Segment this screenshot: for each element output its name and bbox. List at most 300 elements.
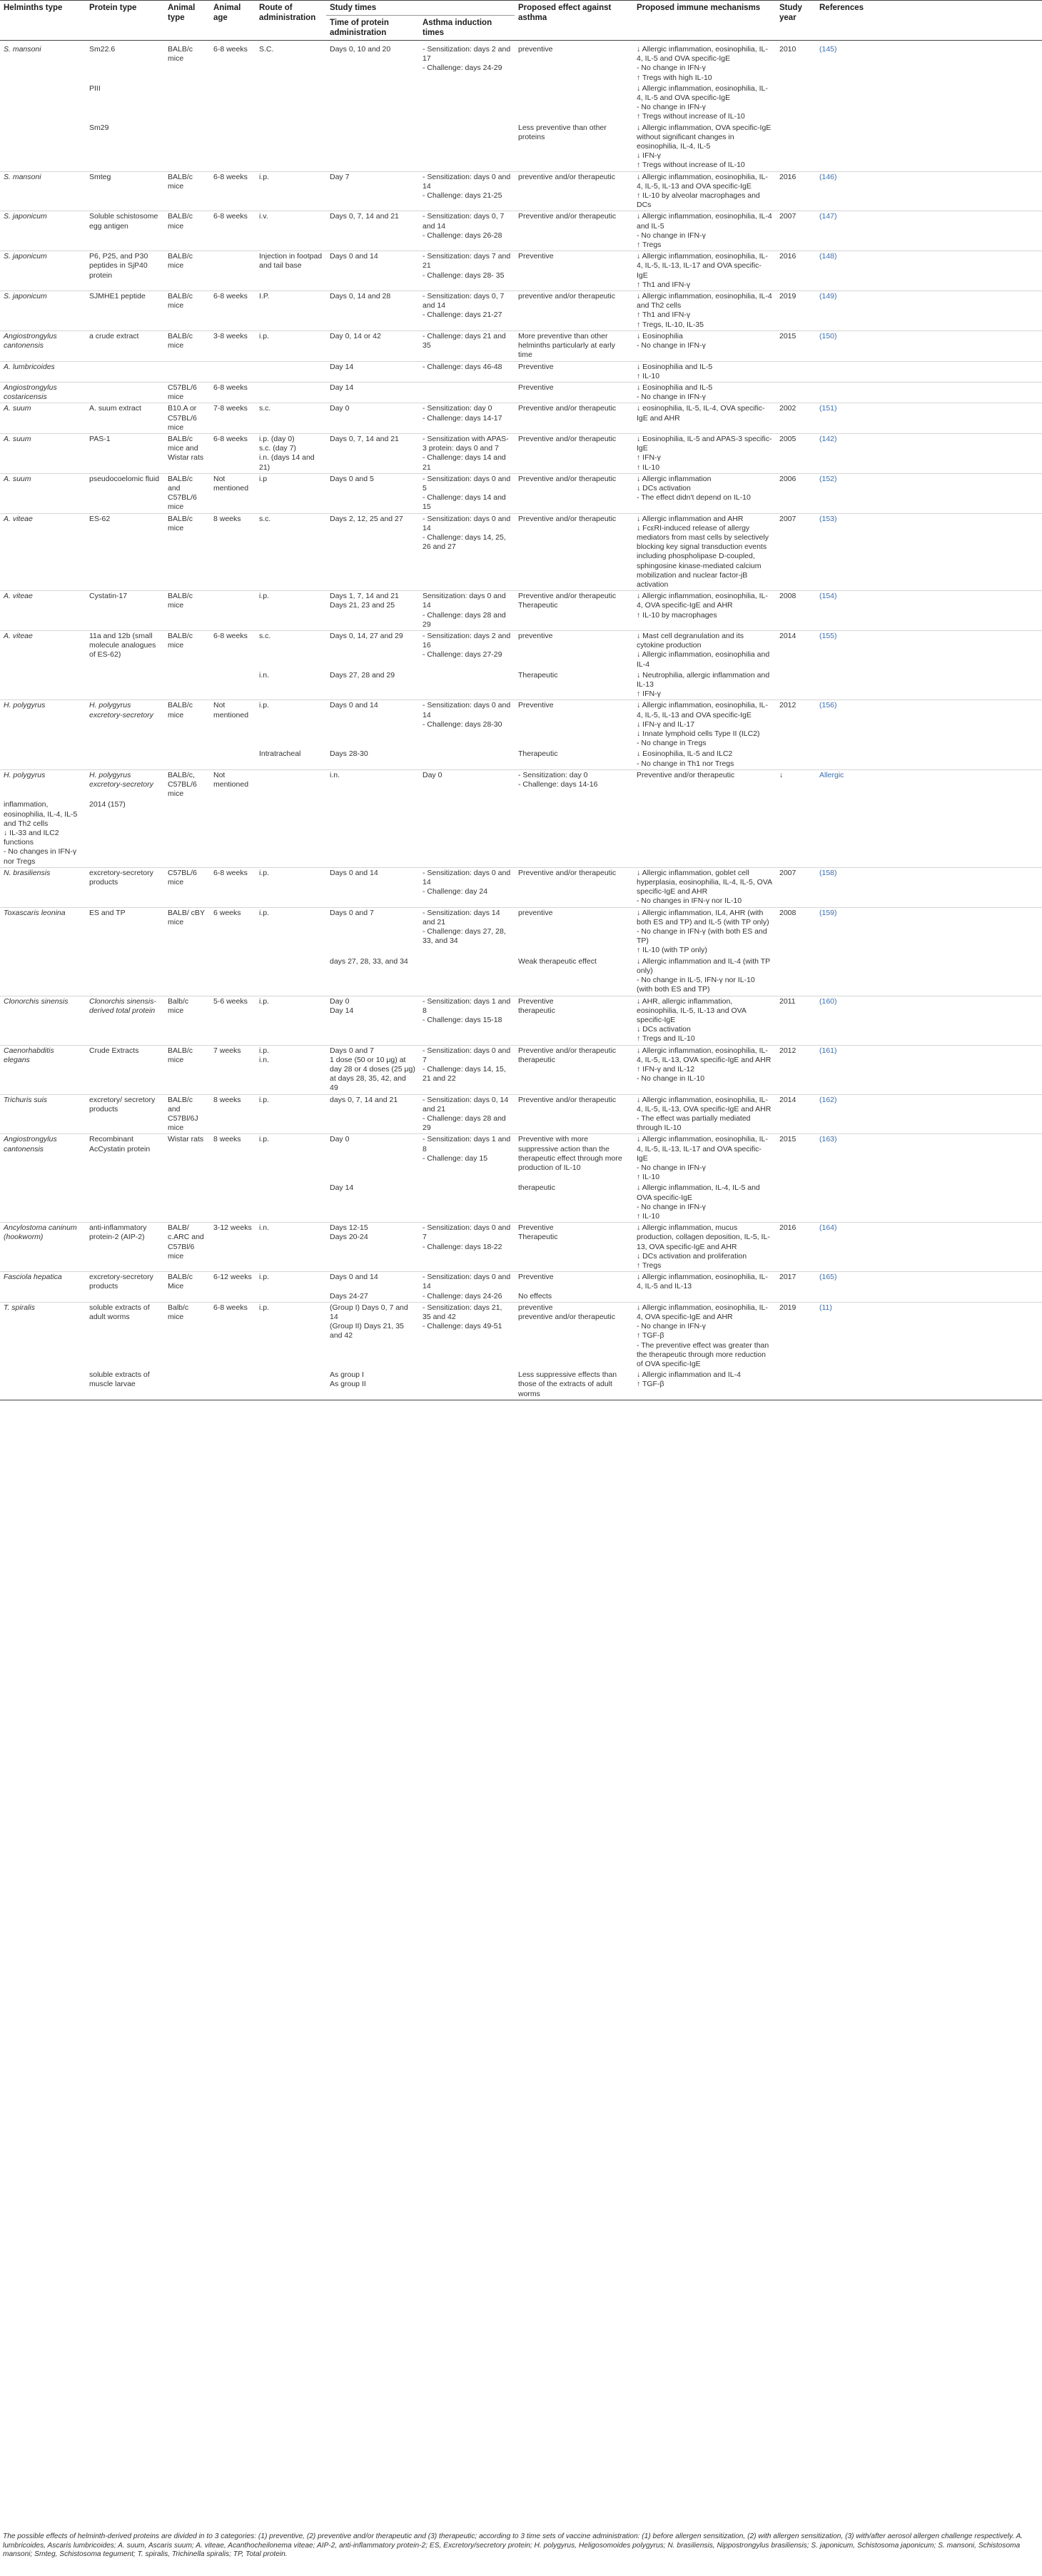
cell-line: - Sensitization: days 0 and 14: [423, 701, 511, 719]
cell-induction-time: [419, 1045, 515, 1094]
cell-line: i.p.: [259, 1046, 270, 1055]
cell-line: ↓ Allergic inflammation, eosinophilia, IL-4, IL-5, IL-13 and OVA specific-IgE: [637, 172, 768, 191]
cell-year: 2008: [776, 907, 816, 956]
cell-protein: H. polygyrus excretory-secretory: [86, 769, 164, 799]
cell-age: 6-12 weeks: [210, 1272, 256, 1303]
cell-line: preventive: [518, 1303, 553, 1312]
cell-year: 2006: [776, 473, 816, 513]
cell-line: - Challenge: day 15: [423, 1153, 488, 1163]
cell-line: - Sensitization: day 0: [423, 404, 492, 413]
cell-route: i.p.: [256, 700, 326, 749]
cell-year: [776, 670, 816, 700]
cell-mechanisms: [633, 996, 776, 1045]
cell-line: s.c. (day 7): [259, 444, 296, 453]
cell-reference: (147): [816, 211, 1042, 251]
table-row: [0, 291, 1042, 331]
cell-line: - Challenge: days 28 and 29: [423, 610, 506, 629]
cell-line: - Sensitization: days 14 and 21: [423, 908, 500, 926]
cell-helminth: [0, 84, 86, 123]
cell-helminth: [0, 749, 86, 769]
cell-line: Sensitization: days 0 and 14: [423, 592, 506, 610]
cell-line: Preventive and/or therapeutic: [518, 592, 617, 601]
cell-protein: SJMHE1 peptide: [86, 291, 164, 331]
cell-induction-time: [419, 1183, 515, 1222]
cell-induction-time: - Challenge: days 21 and 35: [419, 330, 515, 361]
cell-line: - The preventive effect was greater than the therapeutic through more reduction of OVA specific-IgE: [637, 1340, 769, 1369]
cell-line: ↓ Allergic inflammation, eosinophilia, IL-4, IL-5 and OVA specific-IgE: [637, 84, 768, 103]
cell-year: 2007: [776, 211, 816, 251]
cell-effect: Less preventive than other proteins: [518, 123, 607, 141]
cell-animal: BALB/c mice: [168, 45, 193, 64]
cell-animal: BALB/ c.ARC and C57Bl/6 mice: [164, 1223, 210, 1272]
table-row: [0, 382, 1042, 403]
cell-mechanisms: [633, 171, 776, 211]
cell-mechanisms: [633, 749, 776, 769]
cell-protein: ES-62: [86, 513, 164, 591]
cell-reference: Allergic: [816, 769, 1042, 799]
cell-line: - Challenge: days 15-18: [423, 1015, 502, 1024]
cell-line: - No change in IFN-γ: [637, 1202, 706, 1211]
header-study-times: Study times: [326, 1, 515, 16]
cell-year: 2019: [776, 1302, 816, 1370]
cell-induction-time: [419, 291, 515, 331]
cell-line: - Challenge: days 14, 15, 21 and 22: [423, 1064, 506, 1084]
cell-mechanisms: [633, 907, 776, 956]
cell-helminth: Fasciola hepatica: [0, 1272, 86, 1303]
cell-effect: Therapeutic: [518, 749, 558, 759]
cell-effect: Preventive: [515, 382, 633, 403]
cell-route: s.c.: [256, 513, 326, 591]
cell-effect: Weak therapeutic effect: [518, 956, 597, 966]
cell-admin-time: days 0, 7, 14 and 21: [326, 1094, 419, 1134]
cell-age: 6-8 weeks: [210, 867, 256, 907]
cell-protein: ES and TP: [86, 907, 164, 956]
cell-admin-time: Day 0: [326, 1134, 419, 1183]
cell-line: - No changes in IFN-γ nor Tregs: [4, 847, 77, 866]
cell-mechanisms: [633, 1134, 776, 1183]
cell-effect: preventive and/or therapeutic: [515, 171, 633, 211]
cell-helminth: A. viteae: [0, 591, 86, 631]
cell-admin-time: Days 27, 28 and 29: [330, 670, 395, 680]
cell-route: [256, 382, 326, 403]
cell-year: 2016: [776, 1223, 816, 1272]
cell-animal: BALB/ cBY mice: [164, 907, 210, 956]
cell-line: - Challenge: days 27-29: [423, 650, 502, 660]
cell-animal: B10.A or C57BL/6 mice: [164, 403, 210, 434]
cell-induction-time: [419, 996, 515, 1045]
cell-reference: [816, 956, 1042, 996]
cell-line: ↑ IL-10: [637, 1211, 660, 1221]
cell-line: Preventive and/or therapeutic: [518, 1046, 617, 1055]
cell-effect: Preventive and/or therapeutic: [515, 1094, 633, 1134]
cell-effect: preventive: [515, 630, 633, 670]
cell-reference: (149): [816, 291, 1042, 331]
cell-line: No effects: [518, 1291, 552, 1300]
cell-line: Preventive: [518, 996, 554, 1006]
table-row: [0, 84, 1042, 123]
cell-protein: [86, 361, 164, 382]
header-protein-type: Protein type: [86, 1, 164, 41]
cell-line: ↑ Tregs with high IL-10: [637, 73, 712, 82]
table-row: [0, 907, 1042, 956]
cell-admin-time: Days 0, 14, 27 and 29: [326, 630, 419, 670]
cell-admin-time: [326, 996, 419, 1045]
cell-induction-time: [419, 1302, 515, 1370]
table-row: [0, 1302, 1042, 1370]
cell-line: - No change in Th1 nor Tregs: [637, 759, 734, 768]
cell-admin-time: Day 14: [326, 382, 419, 403]
cell-mechanisms: ↓ Allergic inflammation, eosinophilia, IL-4, IL-5 and IL-13: [633, 1272, 776, 1303]
cell-line: - Challenge: days 14-17: [423, 413, 502, 423]
cell-line: Days 0 and 14: [330, 1273, 378, 1282]
table-row: [0, 513, 1042, 591]
cell-line: - Challenge: day 24: [423, 887, 488, 896]
cell-effect: More preventive than other helminths particularly at early time: [515, 330, 633, 361]
cell-admin-time: Days 0, 10 and 20: [330, 45, 391, 54]
cell-animal: [164, 1370, 210, 1400]
cell-protein: pseudocoelomic fluid: [86, 473, 164, 513]
cell-line: preventive and/or therapeutic: [518, 1313, 616, 1321]
cell-line: - Challenge: days 27, 28, 33, and 34: [423, 927, 506, 946]
cell-induction-time: [419, 956, 515, 996]
cell-route: i.p.: [256, 867, 326, 907]
table-body: [0, 41, 1042, 1400]
cell-line: Day 14: [330, 1006, 354, 1015]
cell-mechanisms: [633, 291, 776, 331]
cell-induction-time: [419, 123, 515, 172]
cell-animal: [164, 84, 210, 123]
cell-route: Intratracheal: [259, 749, 301, 759]
cell-animal: BALB/c mice: [164, 171, 210, 211]
cell-year: 2019: [776, 291, 816, 331]
cell-route: i.p: [256, 473, 326, 513]
cell-mechanisms: Preventive and/or therapeutic: [633, 769, 776, 799]
header-animal-type: Animal type: [164, 1, 210, 41]
cell-line: ↓ IL-33 and ILC2 functions: [4, 829, 59, 847]
cell-reference: (161): [816, 1045, 1042, 1094]
cell-admin-time: Days 0, 7, 14 and 21: [326, 211, 419, 251]
cell-helminth: H. polygyrus: [0, 700, 86, 749]
cell-line: Days 1, 7, 14 and 21: [330, 592, 399, 601]
cell-reference: [816, 670, 1042, 700]
cell-induction-time: [419, 670, 515, 700]
cell-line: - Sensitization: days 0 and 14: [423, 1273, 511, 1291]
cell-reference: (154): [816, 591, 1042, 631]
cell-year: 2017: [776, 1272, 816, 1303]
cell-line: - No change in IFN-γ: [637, 341, 706, 350]
cell-line: therapeutic: [518, 1055, 555, 1064]
cell-induction-time: [419, 171, 515, 211]
cell-route: i.n.: [259, 670, 270, 680]
cell-line: - Challenge: days 14 and 21: [423, 453, 506, 472]
cell-age: [210, 1370, 256, 1400]
cell-protein: excretory-secretory products: [86, 867, 164, 907]
cell-effect: Preventive with more suppressive action than the therapeutic effect through more production of IL-10: [515, 1134, 633, 1183]
cell-line: [330, 1282, 415, 1291]
cell-reference: (165): [816, 1272, 1042, 1303]
cell-reference: (156): [816, 700, 1042, 749]
cell-line: - Challenge: days 21-25: [423, 191, 502, 201]
cell-route: I.P.: [256, 291, 326, 331]
cell-animal: BALB/c and C57BL/6 mice: [164, 473, 210, 513]
cell-age: 6-8 weeks: [210, 171, 256, 211]
cell-line: ↓ Allergic inflammation, eosinophilia, IL-4, IL-5 and OVA specific-IgE: [637, 45, 768, 64]
cell-effect: preventive and/or therapeutic: [515, 291, 633, 331]
cell-route: [256, 769, 326, 799]
cell-protein: A. suum extract: [86, 403, 164, 434]
cell-induction-time: [419, 513, 515, 591]
cell-admin-time: [326, 1223, 419, 1272]
cell-route: [256, 799, 326, 867]
cell-effect: [515, 1272, 633, 1303]
cell-animal: Wistar rats: [164, 1134, 210, 1183]
cell-line: Days 12-15: [330, 1223, 368, 1233]
cell-line: ↓ Allergic inflammation, eosinophilia, IL-4, OVA specific-IgE and AHR: [637, 1303, 768, 1321]
cell-mechanisms: [633, 382, 776, 403]
cell-line: ↓ Eosinophilia and IL-5: [637, 362, 713, 371]
cell-age: [210, 749, 256, 769]
cell-reference: [816, 1183, 1042, 1222]
cell-route: i.p.: [256, 1302, 326, 1370]
cell-protein: excretory-secretory products: [86, 1272, 164, 1303]
cell-animal: BALB/c Mice: [164, 1272, 210, 1303]
table-row: [0, 1045, 1042, 1094]
cell-mechanisms: [633, 1223, 776, 1272]
cell-animal: [164, 670, 210, 700]
cell-induction-time: [419, 630, 515, 670]
cell-reference: (151): [816, 403, 1042, 434]
cell-year: 2012: [776, 700, 816, 749]
cell-effect: Preventive and/or therapeutic: [515, 867, 633, 907]
cell-line: ↓ IFN-γ and IL-17: [637, 719, 695, 729]
cell-age: Not mentioned: [210, 769, 256, 799]
cell-line: ↓ Allergic inflammation, goblet cell hyperplasia, eosinophilia, IL-4, IL-5, OVA specific-IgE and AHR: [637, 868, 772, 896]
cell-line: 1 dose (50 or 10 μg) at day 28 or 4 doses (25 μg) at days 28, 35, 42, and 49: [330, 1055, 415, 1093]
cell-mechanisms: [633, 1302, 776, 1370]
cell-line: - Sensitization with APAS-3 protein: days 0 and 7: [423, 434, 509, 453]
cell-protein: Sm22.6: [89, 45, 116, 54]
cell-animal: Balb/c mice: [164, 996, 210, 1045]
cell-year: 2007: [776, 513, 816, 591]
cell-line: Day 0: [330, 996, 350, 1006]
cell-line: ↓ Eosinophilia: [637, 331, 683, 340]
cell-effect: therapeutic: [518, 1183, 555, 1193]
cell-year: 2007: [776, 867, 816, 907]
cell-year: [776, 799, 816, 867]
cell-mechanisms: [633, 591, 776, 631]
cell-year: [776, 361, 816, 382]
cell-effect: Preventive: [515, 361, 633, 382]
cell-protein: anti-inflammatory protein-2 (AIP-2): [86, 1223, 164, 1272]
cell-line: inflammation, eosinophilia, IL-4, IL-5 and Th2 cells: [4, 800, 78, 828]
cell-animal: BALB/c mice and Wistar rats: [164, 433, 210, 473]
cell-animal: BALB/c mice: [164, 1045, 210, 1094]
cell-route: S.C.: [259, 45, 274, 54]
cell-reference: [816, 84, 1042, 123]
cell-route: i.p.: [256, 1134, 326, 1183]
cell-helminth: [0, 1370, 86, 1400]
cell-age: 8 weeks: [210, 1134, 256, 1183]
cell-protein: Soluble schistosome egg antigen: [86, 211, 164, 251]
cell-line: ↑ IL-10: [637, 463, 660, 472]
cell-line: - Sensitization: day 0: [518, 770, 588, 779]
cell-induction-time: [419, 41, 515, 84]
cell-age: 7 weeks: [210, 1045, 256, 1094]
cell-age: 6-8 weeks: [210, 433, 256, 473]
cell-line: - Sensitization: days 0 and 14: [423, 514, 511, 532]
cell-reference: (159): [816, 907, 1042, 956]
cell-line: ↑ TGF-β: [637, 1380, 664, 1389]
cell-animal: BALB/c mice: [164, 700, 210, 749]
table-row: [0, 433, 1042, 473]
cell-line: - No change in IFN-γ: [637, 393, 706, 402]
cell-mechanisms: [633, 433, 776, 473]
cell-line: - No change in IL-5, IFN-γ nor IL-10 (with both ES and TP): [637, 976, 755, 994]
cell-admin-time: Days 0, 14 and 28: [326, 291, 419, 331]
cell-protein: PAS-1: [86, 433, 164, 473]
cell-helminth: [0, 956, 86, 996]
cell-helminth: S. mansoni: [0, 171, 86, 211]
cell-line: - Challenge: days 14, 25, 26 and 27: [423, 532, 506, 552]
cell-mechanisms: [633, 123, 776, 172]
table-row: [0, 1272, 1042, 1303]
cell-line: As group I: [330, 1370, 364, 1380]
table-row: [0, 996, 1042, 1045]
header-mechanisms: Proposed immune mechanisms: [633, 1, 776, 41]
cell-line: - No change in Tregs: [637, 739, 707, 748]
table-row: [0, 403, 1042, 434]
cell-line: therapeutic: [518, 1006, 555, 1015]
cell-line: - No change in IFN-γ: [637, 64, 706, 73]
cell-admin-time: Day 7: [326, 171, 419, 211]
cell-induction-time: - Challenge: days 46-48: [419, 361, 515, 382]
cell-mechanisms: [633, 211, 776, 251]
cell-line: ↓ Allergic inflammation and IL-4: [637, 1370, 741, 1380]
cell-effect: Preventive and/or therapeutic: [515, 403, 633, 434]
cell-helminth: S. mansoni: [4, 45, 41, 54]
cell-line: ↓ Allergic inflammation, eosinophilia, IL-4, OVA specific-IgE and AHR: [637, 592, 768, 610]
cell-line: - Sensitization: days 0 and 7: [423, 1046, 511, 1064]
cell-reference: [816, 799, 1042, 867]
cell-helminth: S. japonicum: [0, 211, 86, 251]
cell-line: ↑ Tregs: [637, 1261, 662, 1270]
cell-line: - The effect was partially mediated through IL-10: [637, 1113, 751, 1133]
cell-route: i.n.: [256, 1223, 326, 1272]
cell-mechanisms: [633, 473, 776, 513]
cell-effect: Preventive: [515, 251, 633, 291]
table-row: [0, 867, 1042, 907]
cell-animal: BALB/c mice: [164, 513, 210, 591]
cell-helminth: A. viteae: [0, 630, 86, 670]
cell-animal: BALB/c mice: [164, 630, 210, 670]
cell-line: - Sensitization: days 0 and 7: [423, 1223, 511, 1242]
cell-line: ↑ IL-10 by alveolar macrophages and DCs: [637, 191, 760, 210]
cell-line: - Challenge: days 28- 35: [423, 271, 505, 280]
cell-line: ↓ Allergic inflammation, OVA specific-IgE without significant changes in eosinophilia, IL-4, IL-5: [637, 123, 772, 151]
cell-helminth: T. spiralis: [0, 1302, 86, 1370]
cell-induction-time: [419, 84, 515, 123]
cell-route: [256, 433, 326, 473]
cell-protein: P6, P25, and P30 peptides in SjP40 protein: [86, 251, 164, 291]
cell-age: 6-8 weeks: [210, 382, 256, 403]
cell-route: [256, 361, 326, 382]
cell-line: ↑ Tregs without increase of IL-10: [637, 161, 745, 170]
cell-line: ↓ FcεRI-induced release of allergy mediators from mast cells by selectively blocking key signal transduction events including phospholipase D-coupled, sphingosine kinase-mediated calcium mobilization and nuclear factor-jB activation: [637, 523, 769, 589]
cell-line: ↓ Allergic inflammation, eosinophilia, IL-4 and Th2 cells: [637, 292, 772, 310]
cell-protein: soluble extracts of adult worms: [86, 1302, 164, 1370]
table-row: [0, 41, 1042, 84]
cell-reference: (158): [816, 867, 1042, 907]
cell-reference: (148): [816, 251, 1042, 291]
cell-protein: Clonorchis sinensis-derived total protein: [86, 996, 164, 1045]
cell-helminth: [0, 799, 86, 867]
cell-line: ↑ Th1 and IFN-γ: [637, 310, 691, 320]
cell-line: - Challenge: days 24-29: [423, 64, 502, 73]
cell-line: - No change in IL-10: [637, 1074, 705, 1084]
table-row: [0, 1183, 1042, 1222]
cell-effect: [515, 1045, 633, 1094]
cell-route: i.p.: [256, 996, 326, 1045]
cell-admin-time: Days 0, 7, 14 and 21: [326, 433, 419, 473]
cell-animal: C57BL/6 mice: [164, 382, 210, 403]
cell-line: Therapeutic: [518, 601, 558, 610]
table-row: [0, 749, 1042, 769]
cell-line: ↑ IL-10: [637, 371, 660, 380]
cell-effect: [515, 1223, 633, 1272]
cell-line: ↓ Allergic inflammation: [637, 474, 712, 483]
cell-age: [210, 956, 256, 996]
cell-route: i.p.: [256, 171, 326, 211]
cell-route: i.p.: [256, 330, 326, 361]
cell-year: [776, 1183, 816, 1222]
header-year: Study year: [776, 1, 816, 41]
cell-line: ↓ DCs activation: [637, 483, 691, 493]
cell-route: s.c.: [256, 630, 326, 670]
header-effect: Proposed effect against asthma: [515, 1, 633, 41]
cell-mechanisms: [633, 1045, 776, 1094]
cell-reference: (153): [816, 513, 1042, 591]
cell-admin-time: Day 0, 14 or 42: [326, 330, 419, 361]
table-row: [0, 251, 1042, 291]
cell-admin-time: Days 0 and 14: [326, 251, 419, 291]
cell-age: 3-8 weeks: [210, 330, 256, 361]
cell-line: - Sensitization: days 2 and 17: [423, 45, 511, 64]
cell-line: - No change in IFN-γ: [637, 231, 706, 240]
cell-reference: (162): [816, 1094, 1042, 1134]
cell-line: i.n.: [259, 1055, 270, 1064]
cell-mechanisms: ↓ eosinophilia, IL-5, IL-4, OVA specific-IgE and AHR: [633, 403, 776, 434]
table-row: [0, 211, 1042, 251]
cell-line: ↓ Allergic inflammation, eosinophilia, IL-4, IL-5, IL-13, IL-17 and OVA specific-IgE: [637, 252, 768, 280]
cell-animal: BALB/c mice: [164, 330, 210, 361]
cell-line: (Group II) Days 21, 35 and 42: [330, 1322, 404, 1340]
cell-line: - Sensitization: days 0, 7 and 14: [423, 292, 505, 310]
cell-induction-time: [419, 799, 515, 867]
cell-helminth: A. suum: [0, 473, 86, 513]
cell-line: Preventive: [518, 1273, 554, 1282]
cell-line: ↓ Allergic inflammation and AHR: [637, 514, 744, 523]
cell-induction-time: [419, 867, 515, 907]
cell-line: - Sensitization: days 0 and 14: [423, 172, 511, 191]
cell-induction-time: [419, 591, 515, 631]
cell-animal: [164, 799, 210, 867]
cell-protein: PIII: [89, 84, 101, 93]
cell-mechanisms: [633, 1183, 776, 1222]
cell-line: ↓ DCs activation and proliferation: [637, 1251, 747, 1261]
cell-year: 2002: [776, 403, 816, 434]
cell-helminth: [0, 1183, 86, 1222]
cell-route: [256, 1183, 326, 1222]
